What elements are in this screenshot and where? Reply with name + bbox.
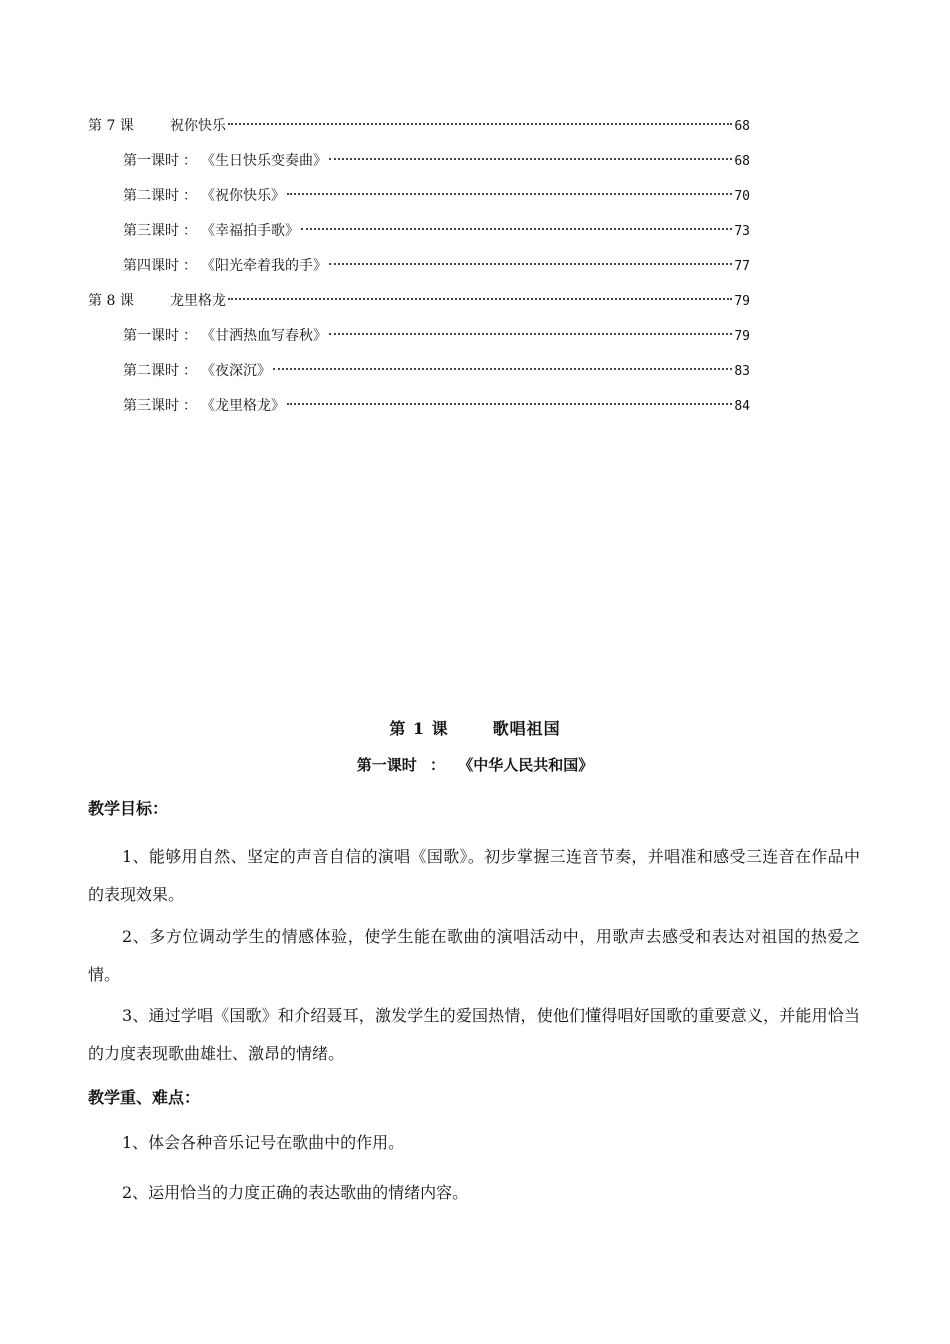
toc-leader-dots <box>287 193 732 195</box>
toc-leader-dots <box>228 123 732 125</box>
toc-leader-dots <box>228 298 732 300</box>
objectives-heading: 教学目标： <box>88 799 169 818</box>
lesson-heading <box>0 716 950 739</box>
toc-lesson-number: 第 7 课 <box>88 118 134 134</box>
key-point-item-2: 2、运用恰当的力度正确的表达歌曲的情绪内容。 <box>122 1183 469 1202</box>
lesson-name: 歌唱祖国 <box>492 719 561 738</box>
toc-separator: ： <box>183 363 197 379</box>
toc-entry-session[interactable] <box>88 148 750 183</box>
toc-entry-session[interactable] <box>88 218 750 253</box>
toc-session-label: 第四课时 <box>123 258 179 274</box>
toc-entry-lesson-8[interactable] <box>88 288 750 323</box>
session-label: 第一课时 <box>356 756 417 774</box>
toc-session-label: 第二课时 <box>123 363 179 379</box>
session-heading <box>0 754 950 775</box>
toc-entry-session[interactable] <box>88 253 750 288</box>
toc-lesson-title: 龙里格龙 <box>170 293 226 309</box>
toc-lesson-number: 第 8 课 <box>88 293 134 309</box>
toc-session-title: 《龙里格龙》 <box>201 398 285 414</box>
toc-session-title: 《幸福拍手歌》 <box>201 223 299 239</box>
objective-item-3: 3、通过学唱《国歌》和介绍聂耳，激发学生的爱国热情，使他们懂得唱好国歌的重要意义，并能用恰当的力度表现歌曲雄壮、激昂的情绪。 <box>88 1006 860 1063</box>
toc-entry-lesson-7[interactable] <box>88 113 750 148</box>
toc-separator: ： <box>183 398 197 414</box>
toc-leader-dots <box>329 333 732 335</box>
toc-entry-session[interactable] <box>88 358 750 393</box>
toc-session-title: 《祝你快乐》 <box>201 188 285 204</box>
toc-page-number: 70 <box>734 189 750 204</box>
toc-leader-dots <box>287 403 732 405</box>
toc-page-number: 84 <box>734 399 750 414</box>
toc-leader-dots <box>329 158 732 160</box>
toc-entry-session[interactable] <box>88 393 750 428</box>
toc-session-label: 第三课时 <box>123 223 179 239</box>
toc-page-number: 68 <box>734 154 750 169</box>
toc-page-number: 68 <box>734 119 750 134</box>
session-separator: ： <box>429 756 445 774</box>
toc-session-label: 第三课时 <box>123 398 179 414</box>
toc-session-title: 《阳光牵着我的手》 <box>201 258 327 274</box>
objective-item-2: 2、多方位调动学生的情感体验，使学生能在歌曲的演唱活动中，用歌声去感受和表达对祖国的热爱之情。 <box>88 927 860 984</box>
toc-page-number: 73 <box>734 224 750 239</box>
toc-lesson-title: 祝你快乐 <box>170 118 226 134</box>
toc-separator: ： <box>183 258 197 274</box>
toc-session-label: 第一课时 <box>123 328 179 344</box>
toc-separator: ： <box>183 223 197 239</box>
toc-session-label: 第二课时 <box>123 188 179 204</box>
toc-page-number: 79 <box>734 294 750 309</box>
toc-session-title: 《生日快乐变奏曲》 <box>201 153 327 169</box>
toc-leader-dots <box>329 263 732 265</box>
lesson-number: 第 1 课 <box>389 719 449 738</box>
toc-session-title: 《甘洒热血写春秋》 <box>201 328 327 344</box>
toc-page-number: 83 <box>734 364 750 379</box>
toc-page-number: 77 <box>734 259 750 274</box>
toc-entry-session[interactable] <box>88 183 750 218</box>
toc-leader-dots <box>301 228 732 230</box>
toc-separator: ： <box>183 153 197 169</box>
toc-leader-dots <box>273 368 732 370</box>
key-point-item-1: 1、体会各种音乐记号在歌曲中的作用。 <box>122 1133 405 1152</box>
toc-page-number: 79 <box>734 329 750 344</box>
toc-session-title: 《夜深沉》 <box>201 363 271 379</box>
session-title: 《中华人民共和国》 <box>458 756 594 774</box>
objective-item-1: 1、能够用自然、坚定的声音自信的演唱《国歌》。初步掌握三连音节奏，并唱准和感受三连音在作品中的表现效果。 <box>88 847 860 904</box>
toc-session-label: 第一课时 <box>123 153 179 169</box>
toc-separator: ： <box>183 188 197 204</box>
toc-separator: ： <box>183 328 197 344</box>
table-of-contents <box>88 113 750 428</box>
toc-entry-session[interactable] <box>88 323 750 358</box>
key-points-heading: 教学重、难点： <box>88 1088 201 1107</box>
